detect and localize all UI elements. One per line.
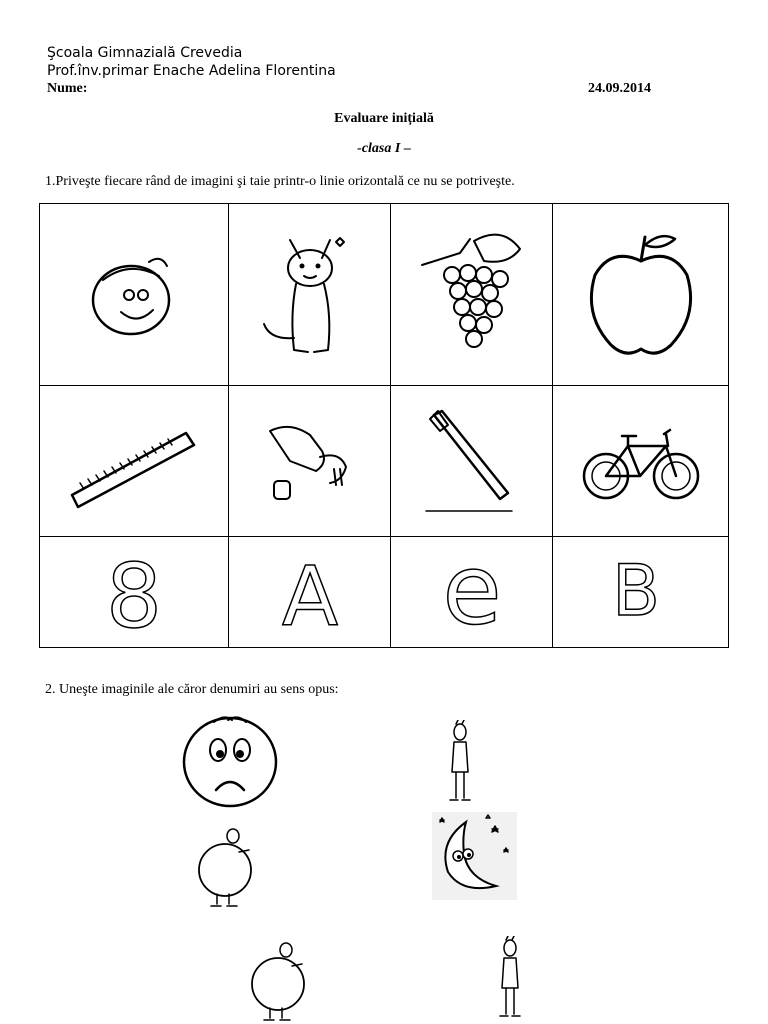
- toothbrush-icon: [412, 401, 532, 521]
- thin-man-icon[interactable]: [440, 720, 480, 805]
- school-name: Şcoala Gimnazială Crevedia: [47, 45, 243, 61]
- outline-glyph: e: [442, 547, 502, 637]
- fat-man-icon[interactable]: [248, 940, 308, 1022]
- thin-man-icon[interactable]: [490, 936, 530, 1021]
- outline-glyph: 8: [106, 547, 162, 637]
- toothpaste-icon: [250, 411, 370, 511]
- exercise1-grid: [39, 203, 729, 648]
- cat-icon: [250, 220, 370, 370]
- table-row: [40, 537, 729, 648]
- apple-icon: [581, 225, 701, 365]
- fat-man-icon[interactable]: [195, 826, 255, 908]
- grid-cell[interactable]: [391, 204, 553, 386]
- grid-cell[interactable]: [229, 204, 391, 386]
- name-label: Nume:: [47, 81, 88, 96]
- comb-icon: [64, 411, 204, 511]
- grapes-icon: [412, 225, 532, 365]
- page-subtitle: -clasa I –: [357, 141, 411, 156]
- grid-cell[interactable]: [553, 204, 729, 386]
- sad-face-icon[interactable]: [180, 710, 280, 810]
- table-row: [40, 386, 729, 537]
- glyph-B: [581, 547, 701, 637]
- teacher-name: Prof.înv.primar Enache Adelina Florentina: [47, 63, 336, 79]
- exercise2-instruction: 2. Uneşte imaginile ale căror denumiri au sens opus:: [45, 682, 339, 697]
- moon-icon[interactable]: [432, 812, 517, 900]
- page-title: Evaluare inițială: [334, 111, 434, 126]
- bicycle-icon: [576, 416, 706, 506]
- table-row: [40, 204, 729, 386]
- outline-glyph: A: [281, 550, 338, 637]
- grid-cell[interactable]: [40, 537, 229, 648]
- glyph-e: [412, 547, 532, 637]
- grid-cell[interactable]: [553, 386, 729, 537]
- grid-cell[interactable]: [40, 386, 229, 537]
- plum-icon: [79, 240, 189, 350]
- outline-glyph: B: [611, 550, 660, 632]
- grid-cell[interactable]: [229, 386, 391, 537]
- exercise1-instruction: 1.Priveşte fiecare rând de imagini şi taie printr-o linie orizontală ce nu se potriveşte.: [45, 174, 515, 189]
- grid-cell[interactable]: [229, 537, 391, 648]
- glyph-8: [74, 547, 194, 637]
- grid-cell[interactable]: [553, 537, 729, 648]
- grid-cell[interactable]: [40, 204, 229, 386]
- grid-cell[interactable]: [391, 537, 553, 648]
- glyph-A: [250, 547, 370, 637]
- date: 24.09.2014: [588, 81, 651, 96]
- grid-cell[interactable]: [391, 386, 553, 537]
